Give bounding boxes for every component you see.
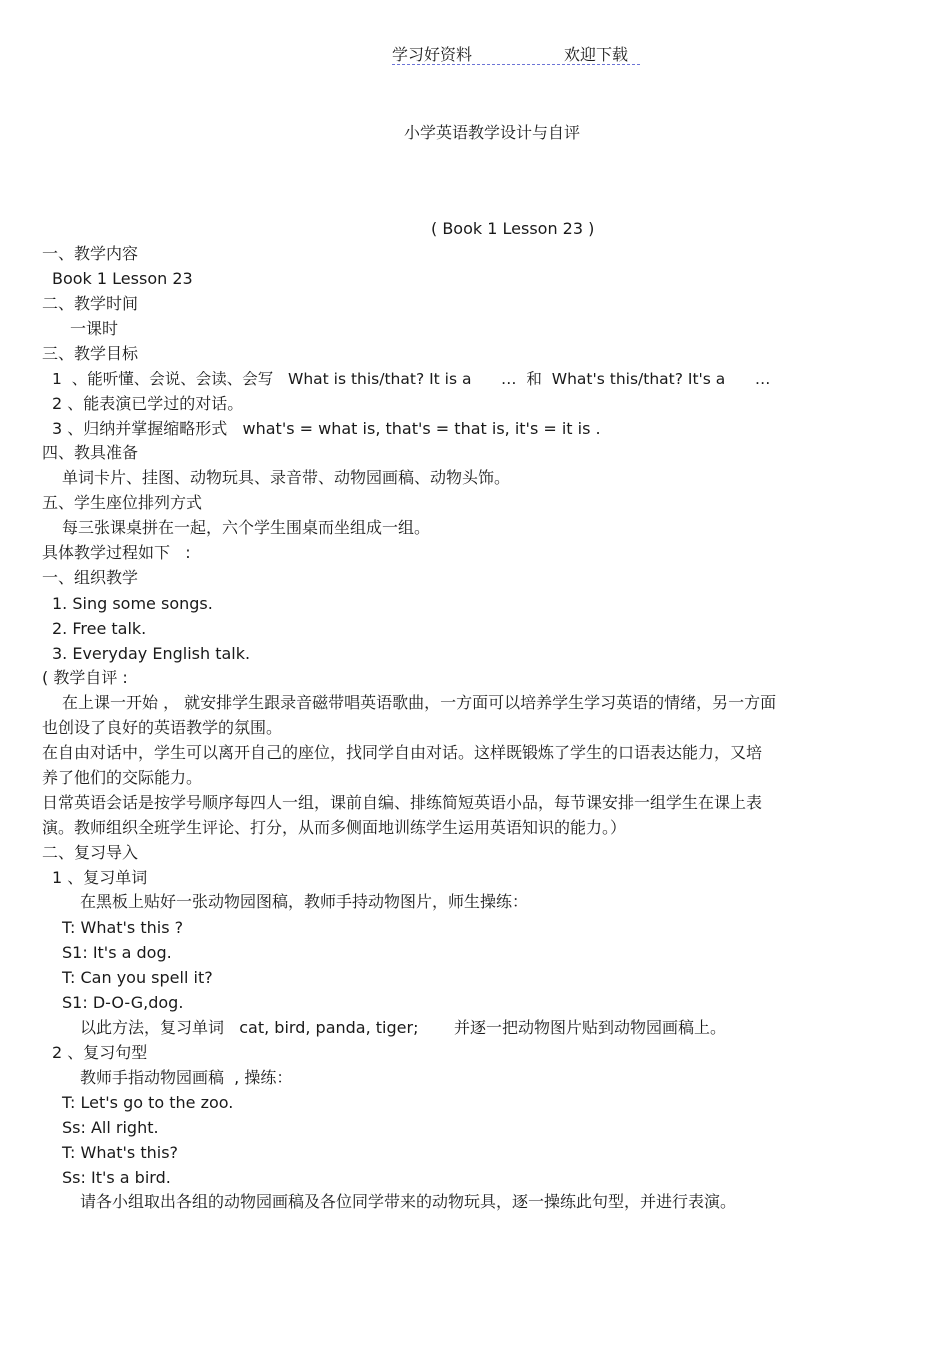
dialogue-line: T: Let's go to the zoo. <box>62 1093 234 1112</box>
paragraph-text: 在自由对话中，学生可以离开自己的座位，找同学自由对话。这样既锻炼了学生的口语表达能力，又培 <box>42 743 763 762</box>
dialogue-line: T: What's this? <box>62 1143 179 1162</box>
page-header <box>392 42 640 65</box>
body-text: 单词卡片、挂图、动物玩具、录音带、动物园画稿、动物头饰。 <box>62 468 511 487</box>
document-subtitle: ( Book 1 Lesson 23 ) <box>431 219 595 238</box>
dialogue-line: Ss: All right. <box>62 1118 159 1137</box>
section-heading: 五、学生座位排列方式 <box>42 493 203 512</box>
header-right-text: 欢迎下载 <box>564 45 629 64</box>
dialogue-line: Ss: It's a bird. <box>62 1168 171 1187</box>
dialogue-line: S1: It's a dog. <box>62 943 172 962</box>
list-item: 2. Free talk. <box>52 619 147 638</box>
paragraph-text: 在上课一开始 ， 就安排学生跟录音磁带唱英语歌曲，一方面可以培养学生学习英语的情绪，另一方面 <box>62 693 777 712</box>
body-text: Book 1 Lesson 23 <box>52 269 193 288</box>
body-text: 请各小组取出各组的动物园画稿及各位同学带来的动物玩具，逐一操练此句型，并进行表演。 <box>80 1192 737 1211</box>
section-heading: ( 教学自评 : <box>42 668 128 687</box>
section-heading: 三、教学目标 <box>42 344 139 363</box>
section-heading: 四、教具准备 <box>42 443 139 462</box>
subsection-heading: 1 、复习单词 <box>52 868 148 887</box>
body-text: 每三张课桌拼在一起，六个学生围桌而坐组成一组。 <box>62 518 431 537</box>
paragraph-text: 日常英语会话是按学号顺序每四人一组，课前自编、排练简短英语小品，每节课安排一组学生在课上表 <box>42 793 763 812</box>
list-item: 3 、归纳并掌握缩略形式 what's = what is, that's = that is, it's = it is . <box>52 419 601 438</box>
body-text: 在黑板上贴好一张动物园图稿，教师手持动物图片，师生操练： <box>80 892 529 911</box>
body-text: 教师手指动物园画稿 , 操练： <box>80 1068 293 1087</box>
section-heading: 具体教学过程如下 : <box>42 543 191 562</box>
dialogue-line: S1: D-O-G,dog. <box>62 993 184 1012</box>
list-item: 1 、能听懂、会说、会读、会写 What is this/that? It is a … 和 What's this/that? It's a … <box>52 370 771 388</box>
dialogue-line: T: Can you spell it? <box>62 968 213 987</box>
paragraph-text: 养了他们的交际能力。 <box>42 768 203 787</box>
list-item: 3. Everyday English talk. <box>52 644 251 663</box>
paragraph-text: 演。教师组织全班学生评论、打分，从而多侧面地训练学生运用英语知识的能力。） <box>42 818 627 837</box>
list-item: 1. Sing some songs. <box>52 594 213 613</box>
header-left-text: 学习好资料 <box>392 45 473 64</box>
section-heading: 二、复习导入 <box>42 843 139 862</box>
subsection-heading: 2 、复习句型 <box>52 1043 148 1062</box>
body-text: 一课时 <box>70 319 119 338</box>
dialogue-line: T: What's this ? <box>62 918 184 937</box>
section-heading: 一、组织教学 <box>42 568 139 587</box>
document-title: 小学英语教学设计与自评 <box>404 123 581 142</box>
section-heading: 一、教学内容 <box>42 244 139 263</box>
body-text: 以此方法，复习单词 cat, bird, panda, tiger; 并逐一把动物图片贴到动物园画稿上。 <box>80 1018 727 1037</box>
paragraph-text: 也创设了良好的英语教学的氛围。 <box>42 718 283 737</box>
list-item: 2 、能表演已学过的对话。 <box>52 394 244 413</box>
section-heading: 二、教学时间 <box>42 294 139 313</box>
